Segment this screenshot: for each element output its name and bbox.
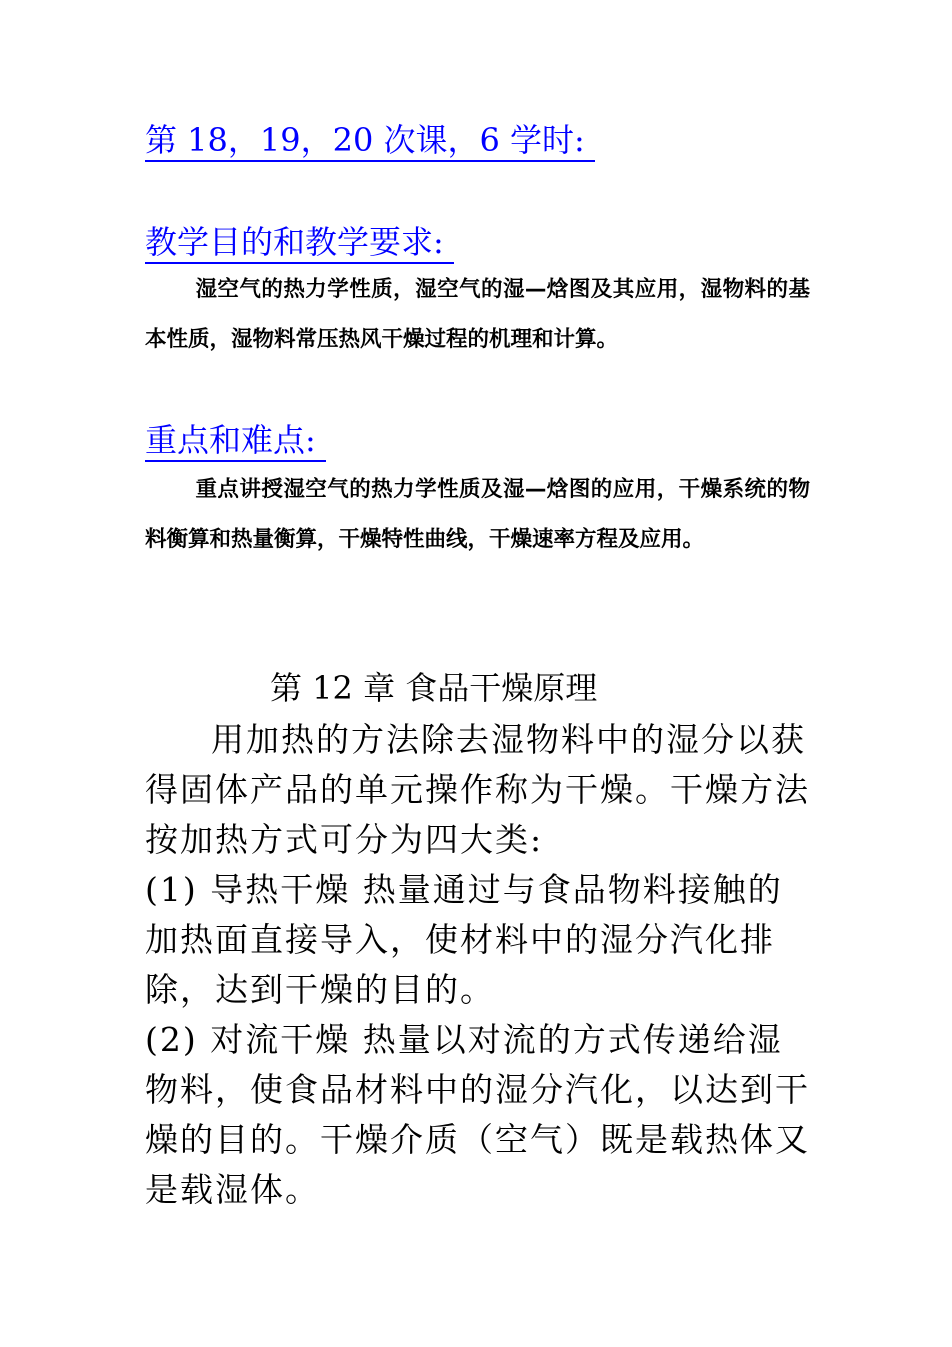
chapter-title: 第 12 章 食品干燥原理 <box>270 669 598 707</box>
drying-method-item-1: (1) 导热干燥 热量通过与食品物料接触的加热面直接导入，使材料中的湿分汽化排除，达到干燥的目的。 <box>145 870 783 1009</box>
key-points-paragraph <box>145 465 810 565</box>
chapter-intro-text: 用加热的方法除去湿物料中的湿分以获得固体产品的单元操作称为干燥。干燥方法按加热方式可分为四大类: <box>145 720 810 859</box>
session-heading-link[interactable]: 第 18，19，20 次课，6 学时: <box>145 120 595 162</box>
objectives-heading-link[interactable]: 教学目的和教学要求: <box>145 222 454 264</box>
objectives-text: 湿空气的热力学性质，湿空气的湿—焓图及其应用，湿物料的基本性质，湿物料常压热风干燥过程的机理和计算。 <box>145 277 810 352</box>
objectives-paragraph <box>145 265 810 365</box>
drying-method-item-2: (2) 对流干燥 热量以对流的方式传递给湿物料，使食品材料中的湿分汽化，以达到干燥的目的。干燥介质（空气）既是载热体又是载湿体。 <box>145 1020 810 1209</box>
key-points-heading-link[interactable]: 重点和难点: <box>145 420 326 462</box>
key-points-text: 重点讲授湿空气的热力学性质及湿—焓图的应用，干燥系统的物料衡算和热量衡算，干燥特性曲线，干燥速率方程及应用。 <box>145 477 810 552</box>
chapter-intro-paragraph <box>145 715 810 865</box>
